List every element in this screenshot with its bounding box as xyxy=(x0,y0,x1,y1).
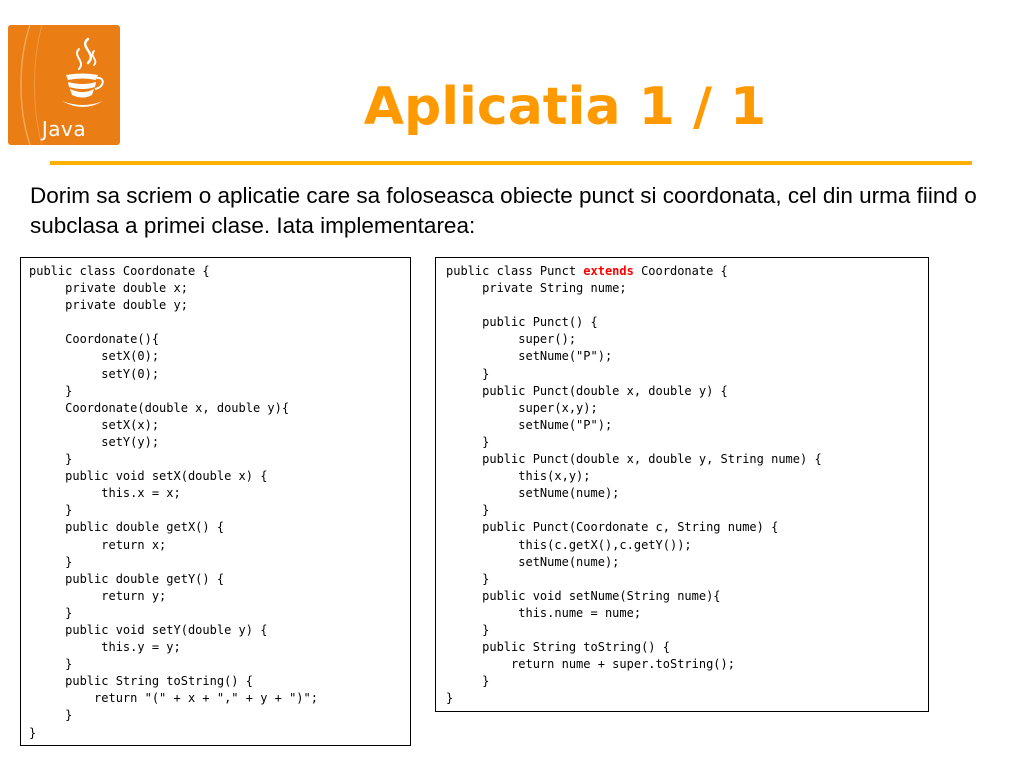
code-header-start: public class Punct xyxy=(446,264,584,278)
intro-text: Dorim sa scriem o aplicatie care sa foloseasca obiecte punct si coordonata, cel din urma fiind o subclasa a primei clase. Iata implementarea: xyxy=(30,183,977,238)
code-text-punct xyxy=(446,263,928,707)
code-text-coordonate: public class Coordonate { private double x; private double y; Coordonate(){ setX(0); setY(0); } Coordonate(double x, double y){ setX(x); setY(y); } public void setX(double x) { this.x = x; } public double getX() { return x; } public double getY() { return y; } public void setY(double y) { this.y = y; } public String toString() { return "(" + x + "," + y + ")"; } } xyxy=(29,264,318,740)
slide-title: Aplicatia 1 / 1 xyxy=(363,77,767,137)
keyword-extends: extends xyxy=(583,264,634,278)
java-logo-text: Java xyxy=(41,117,87,141)
code-body-punct: private String nume; public Punct() { super(); setNume("P"); } public Punct(double x, double y) { super(x,y); setNume("P"); } public Punct(double x, double y, String nume) { this(x,y); setNume(nume); } public Punct(Coordonate c, String nume) { this(c.getX(),c.getY()); setNume(nume); } public void setNume(String nume){ this.nume = nume; } public String toString() { return nume + super.toString(); } } xyxy=(446,281,822,706)
code-block-coordonate xyxy=(20,257,411,746)
code-header-end: Coordonate { xyxy=(633,264,728,278)
code-block-punct xyxy=(435,257,929,712)
title-divider xyxy=(50,161,972,165)
java-logo xyxy=(8,25,120,145)
